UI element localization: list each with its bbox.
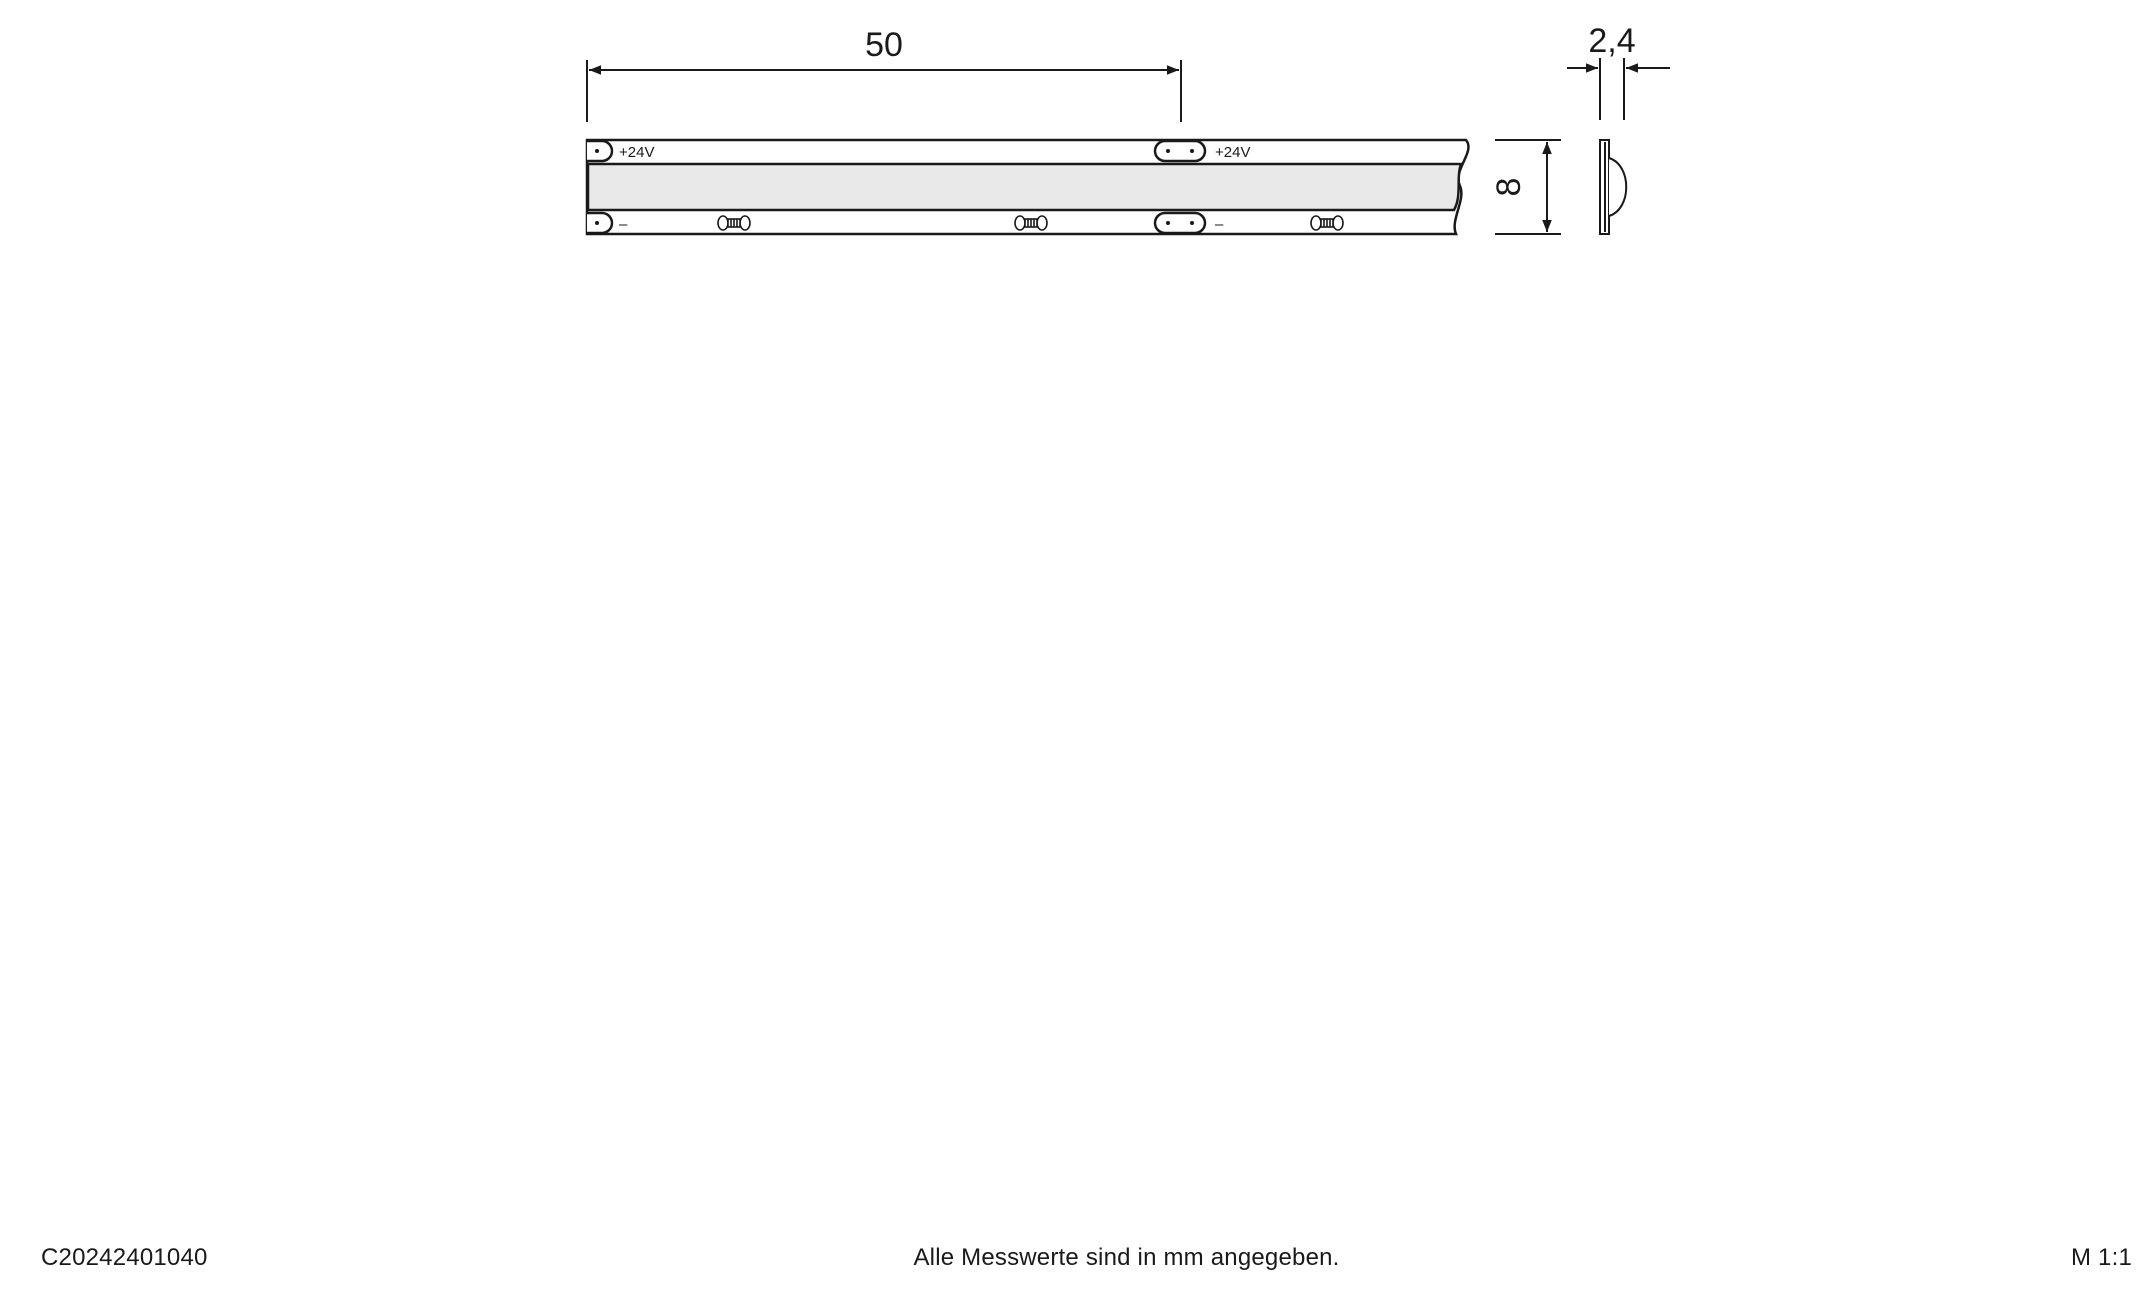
negative-label-mid: – xyxy=(1215,216,1224,233)
document-code: C20242401040 xyxy=(41,1244,208,1271)
thickness-dimension xyxy=(1567,58,1670,120)
profile-led-dome xyxy=(1609,158,1626,216)
solder-pad-negative-start xyxy=(587,213,612,233)
width-dimension-label: 8 xyxy=(1490,177,1528,197)
positive-label-start: +24V xyxy=(619,144,655,161)
solder-dot xyxy=(1166,221,1170,225)
length-dimension xyxy=(587,60,1181,122)
solder-dot xyxy=(595,221,599,225)
thickness-dimension-label: 2,4 xyxy=(1588,22,1636,60)
solder-dot xyxy=(1190,149,1194,153)
solder-dot xyxy=(1166,149,1170,153)
units-note: Alle Messwerte sind in mm angegeben. xyxy=(913,1244,1340,1271)
length-dimension-label: 50 xyxy=(865,26,903,64)
solder-pad-negative-mid xyxy=(1155,213,1205,233)
solder-pad-positive-mid xyxy=(1155,141,1205,161)
positive-label-mid: +24V xyxy=(1215,144,1251,161)
led-strip-top-view xyxy=(587,140,1468,234)
solder-dot xyxy=(1190,221,1194,225)
scale-label: M 1:1 xyxy=(2070,1244,2132,1271)
solder-pad-positive-start xyxy=(587,141,612,161)
solder-dot xyxy=(595,149,599,153)
negative-label-start: – xyxy=(619,216,628,233)
strip-light-band xyxy=(588,164,1461,210)
strip-side-profile xyxy=(1600,140,1626,234)
